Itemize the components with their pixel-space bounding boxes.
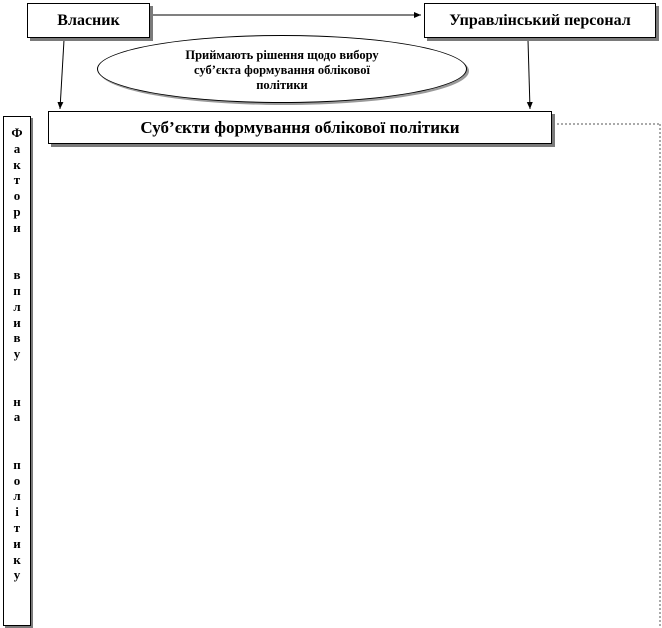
management-node [424, 3, 656, 38]
subjects-label: Суб’єкти формування облікової політики [140, 117, 460, 137]
management-label: Управлінський персонал [449, 11, 631, 29]
subjects-node [48, 111, 552, 144]
factors-label: Ф а к т о р и в п л и в у н а п о л і т и к у [11, 125, 23, 583]
owner-label: Власник [57, 11, 120, 29]
edge-management-to-subjects [528, 40, 530, 109]
decision-label: Приймають рішення щодо вибору суб’єкта формування облікової політики [185, 47, 379, 92]
owner-node [27, 3, 150, 38]
decision-ellipse [97, 35, 467, 103]
factors-node [3, 116, 31, 626]
edge-owner-to-subjects [60, 40, 64, 109]
